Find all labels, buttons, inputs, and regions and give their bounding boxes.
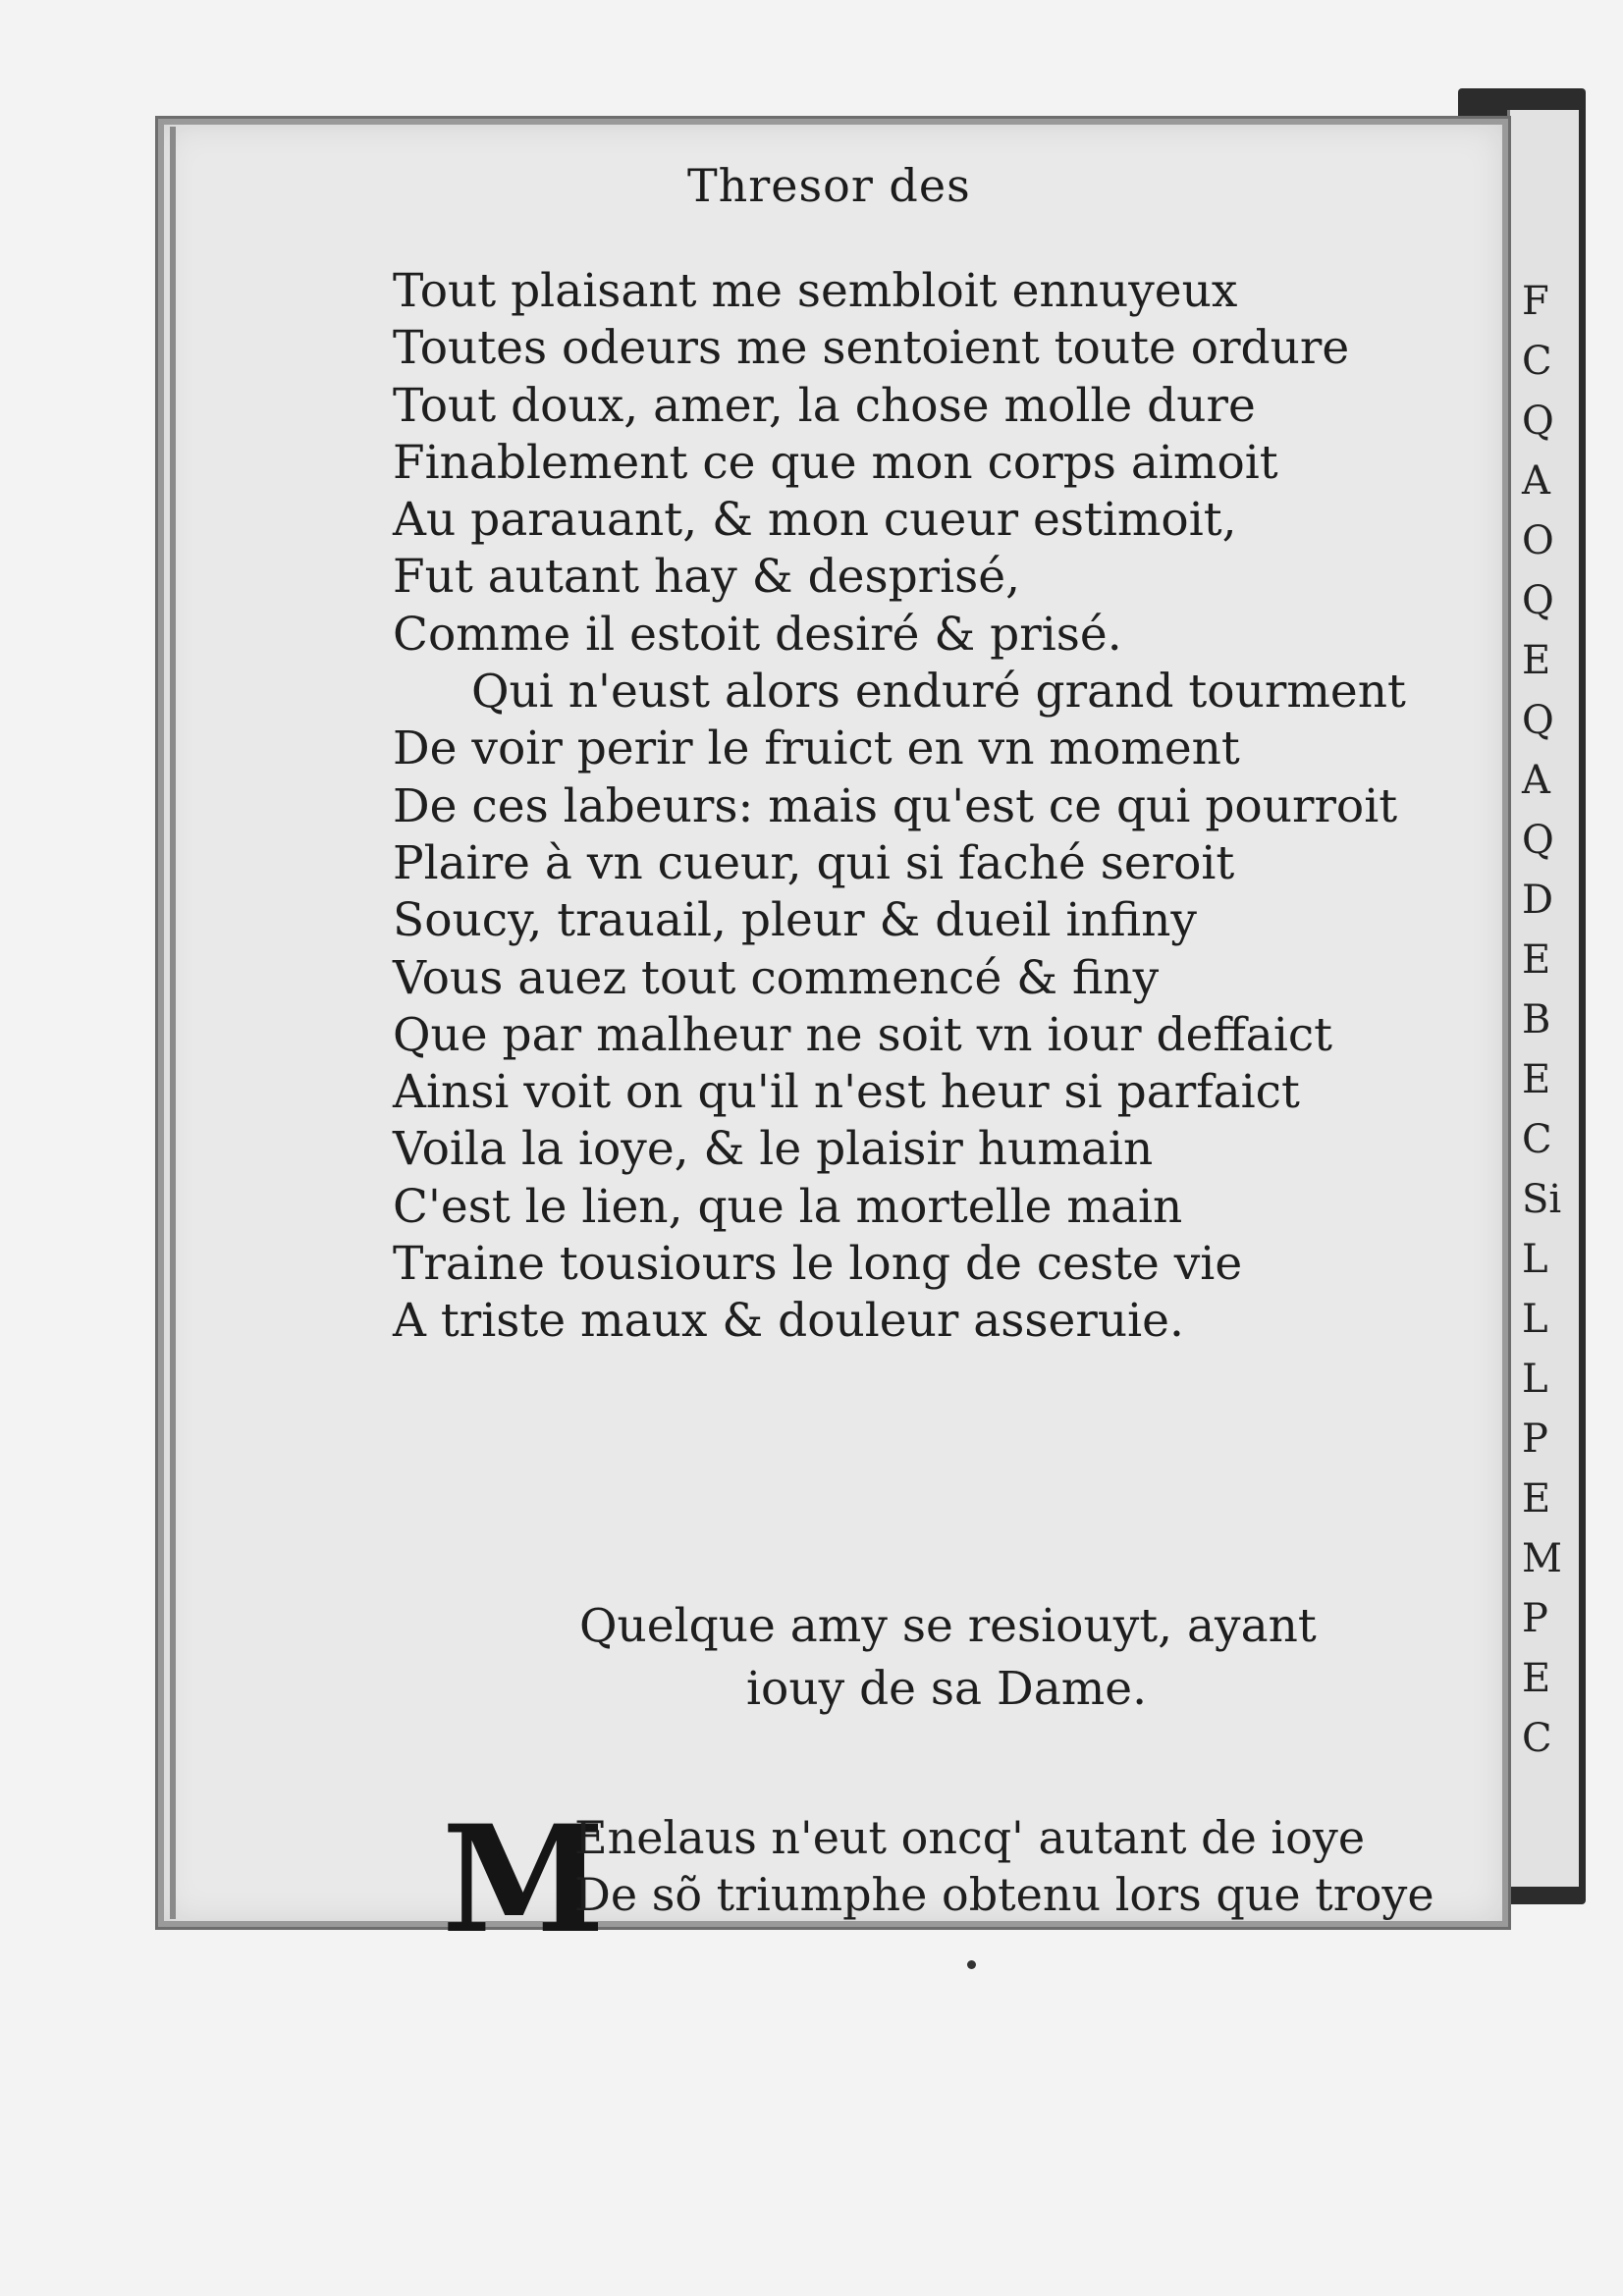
verse-line: A triste maux & douleur asseruie. (393, 1294, 1184, 1349)
ink-dot (967, 1960, 976, 1969)
verse-line: Comme il estoit desiré & prisé. (393, 607, 1122, 662)
verse-line: Que par malheur ne soit vn iour deffaict (393, 1007, 1333, 1062)
facing-page-initial: E (1522, 1656, 1551, 1701)
verse-line: Tout plaisant me sembloit ennuyeux (393, 264, 1238, 318)
section-heading-line: iouy de sa Dame. (746, 1662, 1148, 1716)
verse-line: C'est le lien, que la mortelle main (393, 1179, 1183, 1234)
facing-page-initial: C (1522, 339, 1552, 384)
verse-line: Finablement ce que mon corps aimoit (393, 435, 1278, 490)
opening-verse-line: Enelaus n'eut oncq' autant de ioye (574, 1811, 1366, 1864)
facing-page-initial: E (1522, 638, 1551, 683)
facing-page-initial: Si (1522, 1177, 1562, 1222)
facing-page-initial: C (1522, 1716, 1552, 1761)
facing-page-initial: F (1522, 279, 1549, 324)
facing-page-initial: M (1522, 1536, 1562, 1581)
verse-line: Au parauant, & mon cueur estimoit, (393, 493, 1237, 548)
facing-page-initial: Q (1522, 578, 1554, 623)
facing-page-initial: P (1522, 1416, 1548, 1462)
verse-line: Soucy, trauail, pleur & dueil infiny (393, 893, 1197, 948)
facing-page-initial: O (1522, 518, 1554, 563)
opening-verse-line: De sõ triumphe obtenu lors que troye (574, 1868, 1434, 1921)
facing-page-initial: E (1522, 1476, 1551, 1522)
verse-line: De ces labeurs: mais qu'est ce qui pourroit (393, 778, 1398, 833)
facing-page-initial: D (1522, 878, 1554, 923)
facing-page (1507, 110, 1579, 1887)
section-heading (579, 1595, 1384, 1721)
drop-cap-initial: M (442, 1793, 606, 1966)
verse-line: Voila la ioye, & le plaisir humain (393, 1122, 1154, 1177)
verse-line: Fut autant hay & desprisé, (393, 550, 1021, 605)
verse-line: Vous auez tout commencé & finy (393, 950, 1160, 1005)
facing-page-initial: Q (1522, 818, 1554, 863)
verse-line: Plaire à vn cueur, qui si faché seroit (393, 835, 1235, 890)
verse-block (393, 263, 1473, 1351)
opening-verse-block (574, 1809, 1488, 1923)
facing-page-initial: L (1522, 1357, 1548, 1402)
facing-page-initial: C (1522, 1117, 1552, 1162)
section-heading-line: Quelque amy se resiouyt, ayant (579, 1599, 1317, 1653)
facing-page-initial: A (1522, 458, 1550, 504)
facing-page-initial: L (1522, 1237, 1548, 1282)
verse-line: Toutes odeurs me sentoient toute ordure (393, 321, 1350, 376)
verse-line: De voir perir le fruict en vn moment (393, 721, 1240, 776)
facing-page-initial: Q (1522, 698, 1554, 743)
running-head: Thresor des (687, 159, 971, 212)
verse-line: Traine tousiours le long de ceste vie (393, 1237, 1243, 1292)
facing-page-initial: L (1522, 1297, 1548, 1342)
facing-page-line-initials (1510, 272, 1562, 1769)
facing-page-initial: E (1522, 1057, 1551, 1102)
verse-line: Qui n'eust alors enduré grand tourment (471, 665, 1406, 720)
verse-line: Ainsi voit on qu'il n'est heur si parfaict (393, 1065, 1300, 1120)
facing-page-initial: E (1522, 937, 1551, 983)
verse-line: Tout doux, amer, la chose molle dure (393, 378, 1256, 433)
facing-page-initial: Q (1522, 399, 1554, 444)
facing-page-initial: B (1522, 997, 1551, 1042)
facing-page-initial: P (1522, 1596, 1548, 1641)
facing-page-initial: A (1522, 758, 1550, 803)
